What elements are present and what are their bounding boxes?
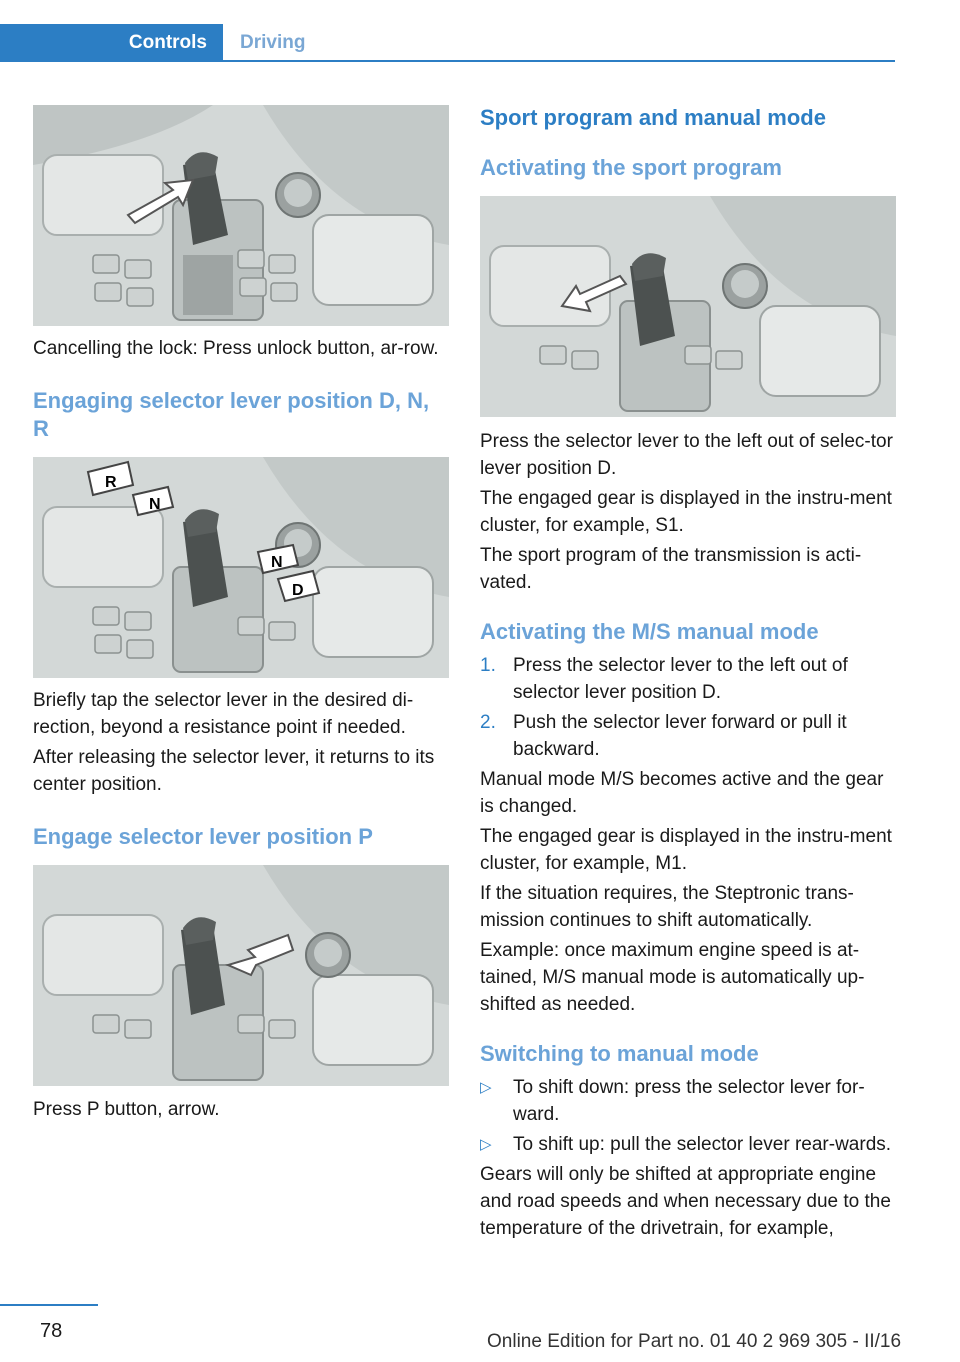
page-header: [0, 24, 895, 62]
para-release-lever: After releasing the selector lever, it returns to its center position.: [33, 747, 435, 795]
triangle-bullet-icon: ▷: [480, 1136, 492, 1153]
label-d: D: [292, 582, 304, 599]
figure-unlock-button: [33, 105, 449, 326]
para-gear-m1: The engaged gear is displayed in the instru-ment cluster, for example, M1.: [480, 826, 892, 874]
step-number: 1.: [480, 655, 496, 676]
header-rule: [0, 60, 895, 62]
caption-unlock: Cancelling the lock: Press unlock button, ar-row.: [33, 338, 439, 359]
left-column: [33, 105, 449, 1123]
section-title: Sport program and manual mode: [480, 105, 826, 130]
para-manual-active: Manual mode M/S becomes active and the gear is changed.: [480, 769, 884, 817]
tab-controls-label: Controls: [128, 32, 207, 53]
heading-engage-p: Engage selector lever position P: [33, 824, 373, 849]
footer-rule: [0, 1304, 98, 1306]
heading-sport-program: Activating the sport program: [480, 155, 782, 180]
bullet-text: To shift up: pull the selector lever rear-wards.: [513, 1134, 892, 1155]
label-n-top: N: [149, 496, 161, 513]
heading-engaging-dnr: Engaging selector lever position D, N, R: [33, 388, 430, 441]
label-n-bottom: N: [271, 554, 283, 571]
label-r: R: [105, 474, 117, 491]
list-item: [480, 1074, 896, 1128]
para-gear-s1: The engaged gear is displayed in the instru-ment cluster, for example, S1.: [480, 488, 892, 536]
tab-driving[interactable]: [240, 24, 305, 62]
figure-sport-program: [480, 196, 896, 417]
page-number: 78: [40, 1320, 63, 1342]
step-text: Press the selector lever to the left out of selector lever position D.: [513, 655, 848, 703]
bullet-text: To shift down: press the selector lever for-ward.: [513, 1077, 865, 1125]
list-item: [480, 1131, 896, 1158]
right-column: [480, 104, 896, 1242]
para-sport-activated: The sport program of the transmission is acti-vated.: [480, 545, 862, 593]
steps-list: [480, 652, 896, 763]
tab-driving-label: Driving: [240, 32, 306, 53]
para-example-upshift: Example: once maximum engine speed is at-tained, M/S manual mode is automatically up-shifted as needed.: [480, 940, 865, 1015]
heading-ms-mode: Activating the M/S manual mode: [480, 619, 819, 644]
para-steptronic: If the situation requires, the Steptronic trans-mission continues to shift automatically.: [480, 883, 854, 931]
step-number: 2.: [480, 712, 496, 733]
triangle-bullet-icon: ▷: [480, 1079, 492, 1096]
para-press-left: Press the selector lever to the left out of selec-tor lever position D.: [480, 431, 893, 479]
figure-dnr-positions: [33, 457, 449, 678]
tab-controls[interactable]: [0, 24, 223, 62]
para-tap-lever: Briefly tap the selector lever in the desired di-rection, beyond a resistance point if needed.: [33, 690, 414, 738]
figure-p-button: [33, 865, 449, 1086]
bullets-list: [480, 1074, 896, 1158]
list-item: [480, 652, 896, 706]
heading-switch-manual: Switching to manual mode: [480, 1041, 759, 1066]
step-text: Push the selector lever forward or pull it backward.: [513, 712, 847, 760]
list-item: [480, 709, 896, 763]
caption-p-button: Press P button, arrow.: [33, 1099, 220, 1120]
edition-note: Online Edition for Part no. 01 40 2 969 305 - II/16: [487, 1331, 902, 1352]
para-gears-shifted: Gears will only be shifted at appropriate engine and road speeds and when necessary due to the temperature of the drivetrain, for example,: [480, 1164, 891, 1239]
